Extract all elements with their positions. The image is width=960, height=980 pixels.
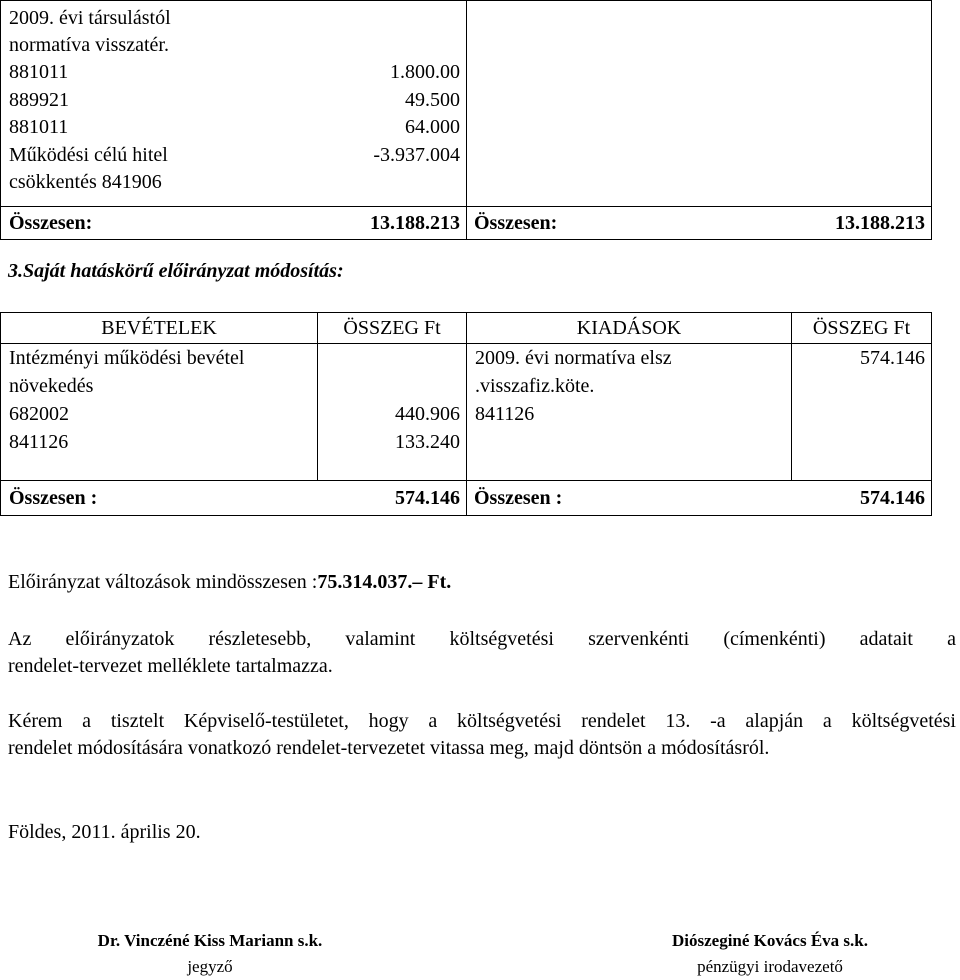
place-date: Földes, 2011. április 20. <box>8 821 201 843</box>
signature-title: pénzügyi irodavezető <box>697 957 843 976</box>
header-income <box>1 313 318 344</box>
income-amount: 440.906 <box>395 403 460 425</box>
summary-text: Előirányzat változások mindösszesen : <box>8 571 318 593</box>
income-items-cell <box>1 344 318 481</box>
table1-amount: -3.937.004 <box>373 144 460 166</box>
header-income-amount <box>318 313 467 344</box>
paragraph-line: rendelet módosítására vonatkozó rendelet-tervezetet vitassa meg, majd döntsön a módosításról. <box>8 737 770 759</box>
table1-total-left-cell <box>1 207 467 240</box>
income-line: növekedés <box>9 375 94 397</box>
table1-left-cell <box>1 1 467 207</box>
table1-amount: 1.800.00 <box>390 61 460 83</box>
income-line: 841126 <box>9 431 69 453</box>
expense-amount: 574.146 <box>860 347 925 369</box>
total-amount: 574.146 <box>860 487 925 509</box>
table2-total-left-cell <box>1 481 467 516</box>
expense-line: 841126 <box>475 403 535 425</box>
summary-amount: 75.314.037.– Ft. <box>317 571 452 593</box>
header-expense <box>467 313 792 344</box>
table1-line: 881011 <box>9 116 69 138</box>
header-label: ÖSSZEG Ft <box>343 317 441 339</box>
table-row <box>1 1 932 207</box>
total-label: Összesen : <box>474 487 563 509</box>
signature-block-right <box>600 928 940 980</box>
total-amount: 574.146 <box>395 487 460 509</box>
total-amount: 13.188.213 <box>370 212 460 234</box>
table1-right-cell <box>467 1 932 207</box>
table1-total-right-cell <box>467 207 932 240</box>
table-row <box>1 344 932 481</box>
table1-amount: 64.000 <box>405 116 460 138</box>
paragraph-line: rendelet-tervezet melléklete tartalmazza. <box>8 655 333 677</box>
section-title: 3.Saját hatáskörű előirányzat módosítás: <box>8 260 344 282</box>
table1-line: 2009. évi társulástól <box>9 7 171 29</box>
signature-title: jegyző <box>187 957 233 976</box>
table-row <box>1 207 932 240</box>
paragraph-details <box>8 626 956 680</box>
signature-block-left <box>40 928 380 980</box>
signature-name: Dr. Vinczéné Kiss Mariann s.k. <box>97 931 323 950</box>
signature-name: Diószeginé Kovács Éva s.k. <box>672 931 868 950</box>
table1-line: csökkentés 841906 <box>9 171 162 193</box>
budget-table-2 <box>0 312 932 516</box>
table1-line: 889921 <box>9 89 69 111</box>
header-label: ÖSSZEG Ft <box>812 317 911 339</box>
total-amount: 13.188.213 <box>835 212 925 234</box>
paragraph-line: Az előirányzatok részletesebb, valamint költségvetési szervenkénti (címenkénti) adatait a <box>8 628 956 650</box>
budget-table-1 <box>0 0 932 240</box>
income-amount-cell <box>318 344 467 481</box>
total-label: Összesen: <box>474 212 558 234</box>
expense-line: .visszafiz.köte. <box>475 375 595 397</box>
table-row <box>1 481 932 516</box>
total-label: Összesen : <box>9 487 98 509</box>
expense-amount-cell <box>792 344 932 481</box>
income-amount: 133.240 <box>395 431 460 453</box>
table2-total-right-cell <box>467 481 932 516</box>
paragraph-line: Kérem a tisztelt Képviselő-testületet, hogy a költségvetési rendelet 13. -a alapján a költségvetési <box>8 710 956 732</box>
table1-line: normatíva visszatér. <box>9 34 169 56</box>
summary-line <box>8 569 451 595</box>
header-expense-amount <box>792 313 932 344</box>
income-line: 682002 <box>9 403 69 425</box>
expense-items-cell <box>467 344 792 481</box>
table1-amount: 49.500 <box>405 89 460 111</box>
paragraph-request <box>8 708 956 762</box>
table-header-row <box>1 313 932 344</box>
table1-line: 881011 <box>9 61 69 83</box>
expense-line: 2009. évi normatíva elsz <box>475 347 672 369</box>
header-label: KIADÁSOK <box>576 317 682 339</box>
total-label: Összesen: <box>9 212 93 234</box>
header-label: BEVÉTELEK <box>101 317 217 339</box>
table1-line: Működési célú hitel <box>9 144 168 166</box>
income-line: Intézményi működési bevétel <box>9 347 245 369</box>
